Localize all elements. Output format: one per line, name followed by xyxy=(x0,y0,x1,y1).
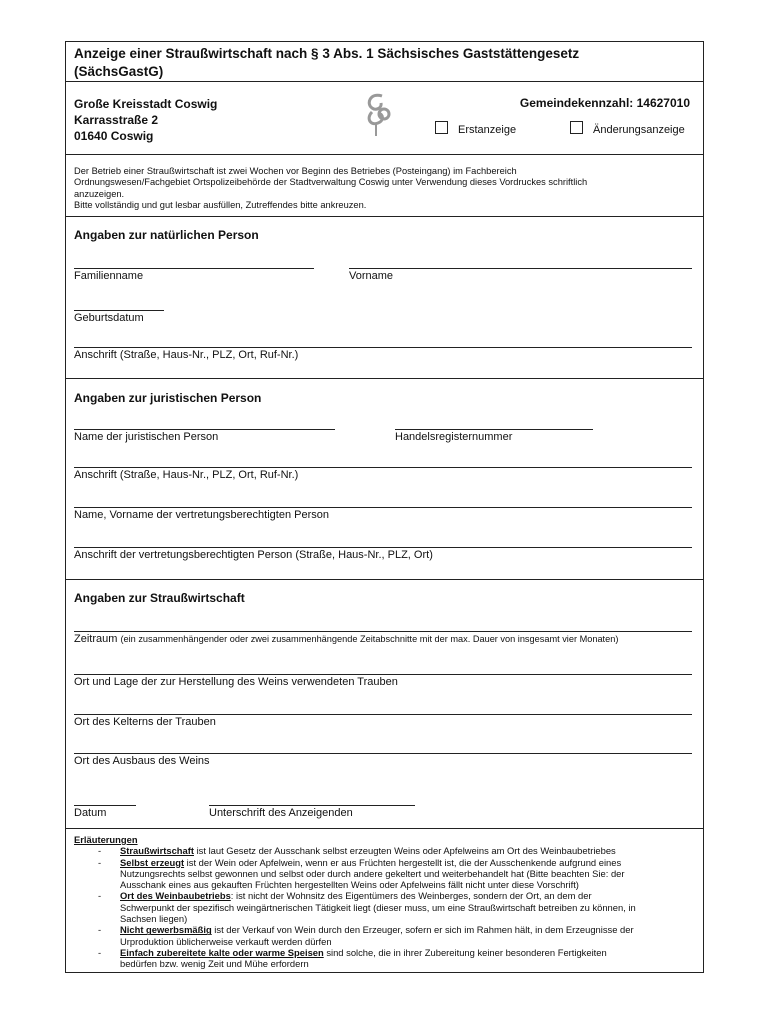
aenderungsanzeige-checkbox[interactable] xyxy=(570,121,583,134)
explanations xyxy=(74,834,696,970)
zeitraum-hint: (ein zusammenhängender oder zwei zusammenhängende Zeitabschnitte mit der max. Dauer von insgesamt vier Monaten) xyxy=(120,634,619,644)
erstanzeige-label: Erstanzeige xyxy=(458,124,517,136)
explanation-text-line: Nutzungsrechts selbst gewonnen und selbst oder durch andere gekeltert und weiterbehandelt hat (Bitte beachten Sie: der xyxy=(120,867,625,879)
bullet-dash: - xyxy=(98,924,102,936)
notification-form xyxy=(65,41,704,973)
explanations-heading: Erläuterungen xyxy=(74,834,138,845)
bullet-dash: - xyxy=(98,890,102,902)
anschrift-legal-label: Anschrift (Straße, Haus-Nr., PLZ, Ort, Ruf-Nr.) xyxy=(74,469,299,481)
legal-person-heading: Angaben zur juristischen Person xyxy=(74,391,262,405)
authority-address xyxy=(74,96,217,144)
explanation-text: ist laut Gesetz der Ausschank selbst erzeugten Weins oder Apfelweins am Ort des Weinbaubetriebes xyxy=(193,845,616,857)
explanation-term: Ort des Weinbaubetriebs xyxy=(120,890,231,902)
explanation-text: : ist nicht der Wohnsitz des Eigentümers des Weinberges, sondern der Ort, an dem der xyxy=(230,890,592,902)
form-title-line-1: Anzeige einer Straußwirtschaft nach § 3 Abs. 1 Sächsisches Gaststättengesetz xyxy=(74,46,580,61)
authority-street: Karrasstraße 2 xyxy=(74,113,159,127)
datum-field[interactable] xyxy=(74,805,136,806)
authority-city: 01640 Coswig xyxy=(74,129,154,143)
form-title-line-2: (SächsGastG) xyxy=(74,64,164,79)
aenderungsanzeige-label: Änderungsanzeige xyxy=(593,124,685,136)
anschrift-legal-field[interactable] xyxy=(74,467,692,468)
keltern-label: Ort des Kelterns der Trauben xyxy=(74,716,216,728)
juristische-name-label: Name der juristischen Person xyxy=(74,431,219,443)
explanation-term: Selbst erzeugt xyxy=(120,856,185,868)
intro-line-1: Der Betrieb einer Straußwirtschaft ist zwei Wochen vor Beginn des Betriebes (Posteingang) im Fachbereich xyxy=(74,166,517,176)
explanation-item xyxy=(74,845,696,856)
explanation-text-line: Schwerpunkt der spezifisch weingärtnerischen Tätigkeit liegt (dieser muss, um eine Straußwirtschaft betreiben zu können, in xyxy=(120,901,636,913)
trauben-field[interactable] xyxy=(74,674,692,675)
vorname-label: Vorname xyxy=(349,270,394,282)
explanation-item xyxy=(74,890,696,924)
geburtsdatum-field[interactable] xyxy=(74,310,164,311)
natural-person-heading: Angaben zur natürlichen Person xyxy=(74,228,259,242)
coswig-logo-icon xyxy=(364,90,392,140)
juristische-name-field[interactable] xyxy=(74,429,335,430)
vertreter-anschrift-field[interactable] xyxy=(74,547,692,548)
familienname-field[interactable] xyxy=(74,268,314,269)
divider xyxy=(66,154,703,155)
vertreter-anschrift-label: Anschrift der vertretungsberechtigten Person (Straße, Haus-Nr., PLZ, Ort) xyxy=(74,549,433,561)
strausswirtschaft-heading: Angaben zur Straußwirtschaft xyxy=(74,591,245,605)
intro-line-2: Ordnungswesen/Fachgebiet Ortspolizeibehörde der Stadtverwaltung Coswig unter Verwendung dieses Vordruckes schriftlich xyxy=(74,177,588,188)
trauben-label: Ort und Lage der zur Herstellung des Weins verwendeten Trauben xyxy=(74,676,398,688)
ausbau-field[interactable] xyxy=(74,753,692,754)
handelsregister-label: Handelsregisternummer xyxy=(395,431,513,443)
explanation-text-line: Urproduktion üblicherweise verkauft werden dürfen xyxy=(120,935,332,947)
strausswirtschaft-section xyxy=(66,580,703,829)
intro-text xyxy=(74,166,587,212)
geburtsdatum-label: Geburtsdatum xyxy=(74,312,144,324)
unterschrift-field[interactable] xyxy=(209,805,415,806)
zeitraum-label xyxy=(74,633,618,645)
keltern-field[interactable] xyxy=(74,714,692,715)
explanation-text-line: Sachsen liegen) xyxy=(120,913,188,925)
explanation-term: Nicht gewerbsmäßig xyxy=(120,924,212,936)
explanation-term: Straußwirtschaft xyxy=(120,845,194,857)
explanation-item xyxy=(74,857,696,891)
handelsregister-field[interactable] xyxy=(395,429,593,430)
authority-name: Große Kreisstadt Coswig xyxy=(74,97,218,111)
explanation-text: sind solche, die in ihrer Zubereitung keiner besonderen Fertigkeiten xyxy=(323,946,607,958)
vorname-field[interactable] xyxy=(349,268,692,269)
explanation-text-line: Ausschank eines aus gekauften Früchten hergestellten Weins oder Apfelweins fällt nicht unter diese Vorschrift) xyxy=(120,879,579,891)
unterschrift-label: Unterschrift des Anzeigenden xyxy=(209,807,353,819)
legal-person-section xyxy=(66,379,703,580)
intro-line-3: anzuzeigen. xyxy=(74,188,125,199)
bullet-dash: - xyxy=(98,946,102,958)
zeitraum-field[interactable] xyxy=(74,631,692,632)
natural-person-section xyxy=(66,217,703,379)
datum-label: Datum xyxy=(74,807,107,819)
vertreter-name-label: Name, Vorname der vertretungsberechtigten Person xyxy=(74,509,329,521)
erstanzeige-checkbox[interactable] xyxy=(435,121,448,134)
familienname-label: Familienname xyxy=(74,270,144,282)
explanation-text: ist der Wein oder Apfelwein, wenn er aus Früchten hergestellt ist, die der Ausschenkende aufgrund eines xyxy=(184,856,622,868)
explanation-text-line: bedürfen bzw. wenig Zeit und Mühe erfordern xyxy=(120,958,309,970)
form-title xyxy=(74,45,579,81)
zeitraum-label-text: Zeitraum xyxy=(74,633,118,645)
bullet-dash: - xyxy=(98,856,102,868)
anschrift-natural-label: Anschrift (Straße, Haus-Nr., PLZ, Ort, Ruf-Nr.) xyxy=(74,349,299,361)
bullet-dash: - xyxy=(98,845,102,857)
explanation-term: Einfach zubereitete kalte oder warme Speisen xyxy=(120,946,324,958)
explanation-text: ist der Verkauf von Wein durch den Erzeuger, sofern er sich im Rahmen hält, in dem Erzeugnisse der xyxy=(211,924,634,936)
explanation-item xyxy=(74,924,696,947)
explanation-item xyxy=(74,947,696,970)
vertreter-name-field[interactable] xyxy=(74,507,692,508)
intro-line-4: Bitte vollständig und gut lesbar ausfüllen, Zutreffendes bitte ankreuzen. xyxy=(74,200,367,211)
gemeindekennzahl: Gemeindekennzahl: 14627010 xyxy=(519,96,690,110)
anschrift-natural-field[interactable] xyxy=(74,347,692,348)
title-section xyxy=(66,42,703,82)
ausbau-label: Ort des Ausbaus des Weins xyxy=(74,755,210,767)
